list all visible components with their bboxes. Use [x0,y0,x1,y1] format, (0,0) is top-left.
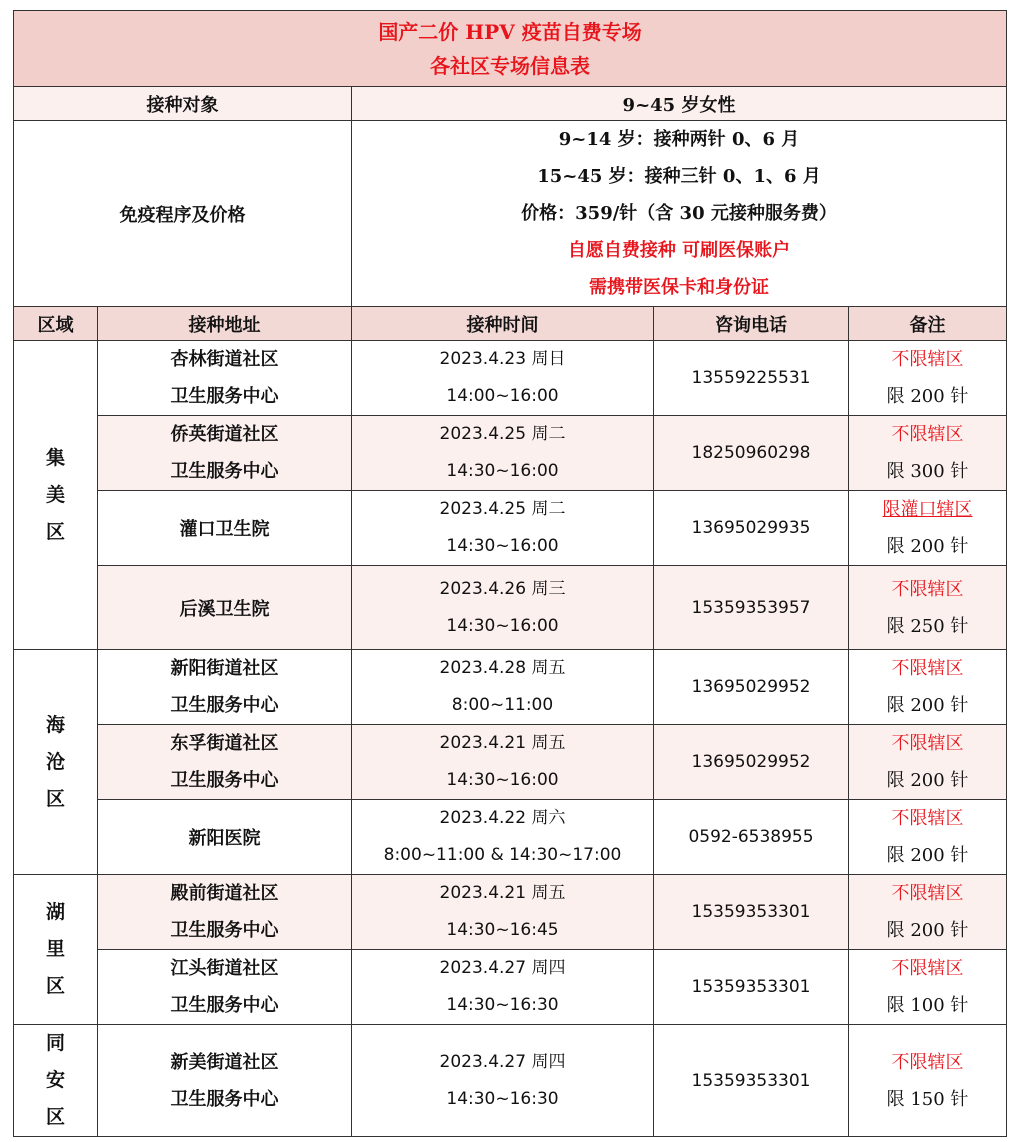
schedule-line-2: 15~45 岁：接种三针 0、1、6 月 [537,166,821,187]
table-row [14,725,1007,800]
site-time: 2023.4.25 周二 14:30~16:00 [352,491,654,566]
site-note: 不限辖区 限 200 针 [849,875,1007,950]
site-time: 2023.4.21 周五 14:30~16:45 [352,875,654,950]
table-row [14,491,1007,566]
schedule-label: 免疫程序及价格 [14,121,352,307]
title-line-2: 各社区专场信息表 [430,53,590,78]
region-char: 区 [45,975,65,997]
region-char: 海 [45,713,65,736]
schedule-line-3: 价格：359/针（含 30 元接种服务费） [521,203,837,224]
site-address: 江头街道社区 卫生服务中心 [98,950,352,1025]
region-char: 安 [45,1069,65,1091]
region-char: 同 [45,1032,65,1054]
region-char: 区 [45,787,65,810]
target-label: 接种对象 [14,87,352,121]
region-char: 湖 [45,901,65,923]
site-note: 不限辖区 限 250 针 [849,566,1007,650]
target-value: 9~45 岁女性 [352,87,1007,121]
region-cell-huli [14,875,98,1025]
region-char: 区 [45,1106,65,1128]
site-time: 2023.4.23 周日 14:00~16:00 [352,341,654,416]
site-address: 杏林街道社区 卫生服务中心 [98,341,352,416]
site-time: 2023.4.27 周四 14:30~16:30 [352,1025,654,1137]
table-row [14,416,1007,491]
site-phone: 15359353301 [654,1025,849,1137]
site-phone: 13559225531 [654,341,849,416]
site-note: 不限辖区 限 300 针 [849,416,1007,491]
table-row [14,650,1007,725]
schedule-details [352,121,1007,307]
site-address: 新阳街道社区 卫生服务中心 [98,650,352,725]
region-char: 里 [45,938,65,960]
table-row [14,800,1007,875]
region-char: 区 [45,520,65,543]
title-line-1: 国产二价 HPV 疫苗自费专场 [378,19,642,44]
site-address: 侨英街道社区 卫生服务中心 [98,416,352,491]
site-note: 不限辖区 限 100 针 [849,950,1007,1025]
site-phone: 15359353957 [654,566,849,650]
site-phone: 13695029952 [654,650,849,725]
site-note: 限灌口辖区 限 200 针 [849,491,1007,566]
table-title [14,11,1007,87]
schedule-note-1: 自愿自费接种 可刷医保账户 [567,240,791,261]
site-time: 2023.4.25 周二 14:30~16:00 [352,416,654,491]
site-address: 后溪卫生院 [98,566,352,650]
table-row [14,341,1007,416]
site-address: 灌口卫生院 [98,491,352,566]
table-row [14,566,1007,650]
site-note: 不限辖区 限 150 针 [849,1025,1007,1137]
region-cell-tongan [14,1025,98,1137]
site-time: 2023.4.22 周六 8:00~11:00 & 14:30~17:00 [352,800,654,875]
region-char: 集 [45,446,65,469]
site-time: 2023.4.27 周四 14:30~16:30 [352,950,654,1025]
site-phone: 15359353301 [654,950,849,1025]
site-address: 殿前街道社区 卫生服务中心 [98,875,352,950]
site-address: 东孚街道社区 卫生服务中心 [98,725,352,800]
site-phone: 13695029952 [654,725,849,800]
col-header-phone: 咨询电话 [654,307,849,341]
site-address: 新美街道社区 卫生服务中心 [98,1025,352,1137]
col-header-address: 接种地址 [98,307,352,341]
site-note: 不限辖区 限 200 针 [849,725,1007,800]
site-note: 不限辖区 限 200 针 [849,341,1007,416]
col-header-region: 区域 [14,307,98,341]
table-row [14,1025,1007,1137]
site-time: 2023.4.28 周五 8:00~11:00 [352,650,654,725]
site-phone: 15359353301 [654,875,849,950]
table-row [14,950,1007,1025]
schedule-line-1: 9~14 岁：接种两针 0、6 月 [558,129,800,150]
schedule-note-2: 需携带医保卡和身份证 [589,277,769,298]
site-address: 新阳医院 [98,800,352,875]
table-row [14,875,1007,950]
site-note: 不限辖区 限 200 针 [849,650,1007,725]
site-phone: 18250960298 [654,416,849,491]
site-time: 2023.4.26 周三 14:30~16:00 [352,566,654,650]
region-char: 美 [45,483,65,506]
vaccine-schedule-table [13,10,1007,1137]
region-char: 沧 [45,750,65,773]
region-cell-jimei [14,341,98,650]
site-phone: 0592-6538955 [654,800,849,875]
region-cell-haicang [14,650,98,875]
col-header-note: 备注 [849,307,1007,341]
site-phone: 13695029935 [654,491,849,566]
site-note: 不限辖区 限 200 针 [849,800,1007,875]
site-time: 2023.4.21 周五 14:30~16:00 [352,725,654,800]
col-header-time: 接种时间 [352,307,654,341]
